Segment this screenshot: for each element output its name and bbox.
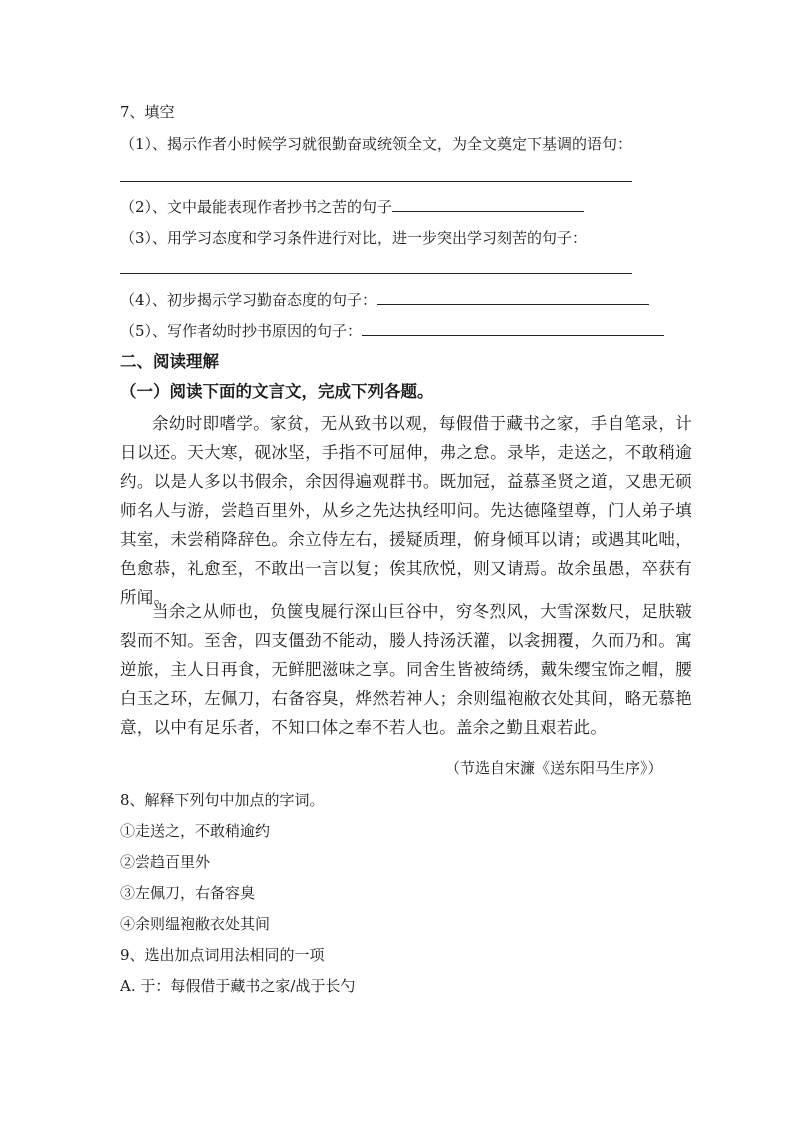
q7-item-3: （3）、用学习态度和学习条件进行对比，进一步突出学习刻苦的句子： [120,229,588,247]
answer-line-4 [377,290,649,305]
q7-item-4 [120,290,649,310]
q8-item: ③左佩刀，右备容臭 [120,884,256,902]
answer-line-3 [120,273,632,274]
q8-item: ①走送之，不敢稍逾约 [120,822,271,840]
answer-line-1 [120,181,632,182]
section-title: 二、阅读理解 [120,352,219,371]
subsection-title: （一）阅读下面的文言文，完成下列各题。 [120,382,434,401]
passage-paragraph-2: 当余之从师也，负箧曳屣行深山巨谷中，穷冬烈风，大雪深数尺，足肤皲裂而不知。至舍，四支僵劲不能动，媵人持汤沃灌，以衾拥覆，久而乃和。寓逆旅，主人日再食，无鲜肥滋味之享。同舍生皆被绮绣，戴朱缨宝饰之帽，腰白玉之环，左佩刀，右备容臭，烨然若神人；余则缊袍敝衣处其间，略无慕艳意，以中有足乐者，不知口体之奉不若人也。盖余之勤且艰若此。 [120,602,692,737]
passage-source: （节选自宋濂《送东阳马生序》） [445,759,663,777]
q7-item-2 [120,197,584,217]
q7-item-5-text: （5）、写作者幼时抄书原因的句子： [120,322,363,340]
q7-item-5 [120,321,664,341]
q8-title: 8、解释下列句中加点的字词。 [120,791,325,809]
passage-paragraph-1: 余幼时即嗜学。家贫，无从致书以观，每假借于藏书之家，手自笔录，计日以还。天大寒，砚冰坚，手指不可屈伸，弗之怠。录毕，走送之，不敢稍逾约。以是人多以书假余，余因得遍观群书。既加冠，益慕圣贤之道，又患无硕师名人与游，尝趋百里外，从乡之先达执经叩问。先达德隆望尊，门人弟子填其室，未尝稍降辞色。余立侍左右，援疑质理，俯身倾耳以请；或遇其叱咄，色愈恭，礼愈至，不敢出一言以复；俟其欣悦，则又请焉。故余虽愚，卒获有所闻。 [120,414,692,607]
q7-item-4-text: （4）、初步揭示学习勤奋态度的句子： [120,291,378,309]
q9-title: 9、选出加点词用法相同的一项 [120,946,325,964]
q8-item: ④余则缊袍敝衣处其间 [120,915,271,933]
q7-item-2-text: （2）、文中最能表现作者抄书之苦的句子 [120,198,393,216]
q7-item-1: （1）、揭示作者小时候学习就很勤奋或统领全文，为全文奠定下基调的语句： [120,135,633,153]
answer-line-2 [392,197,584,212]
q7-title: 7、填空 [120,103,175,121]
q9-option-a: A. 于：每假借于藏书之家/战于长勺 [120,977,356,995]
q8-item: ②尝趋百里外 [120,853,211,871]
answer-line-5 [362,321,664,336]
